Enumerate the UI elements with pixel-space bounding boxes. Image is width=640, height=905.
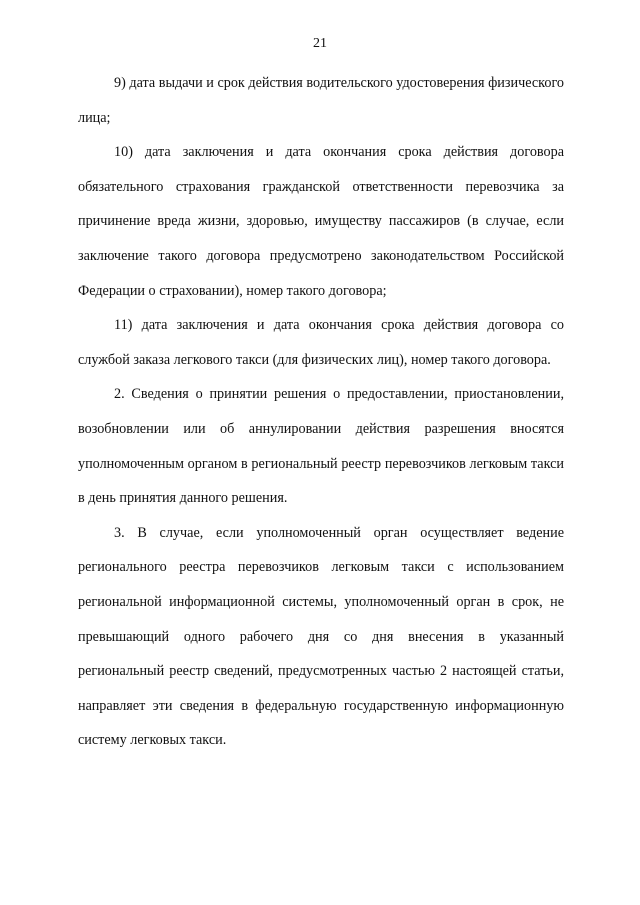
page-number: 21 xyxy=(313,36,327,51)
paragraph-item-10: 10) дата заключения и дата окончания срока действия договора обязательного страхования гражданской ответственности перевозчика за причинение вреда жизни, здоровью, имуществу пассажиров (в случае, если заключение такого договора предусмотрено законодательством Российской Федерации о страховании), номер такого договора; xyxy=(78,144,564,299)
document-body xyxy=(78,66,564,758)
paragraph-part-2: 2. Сведения о принятии решения о предоставлении, приостановлении, возобновлении или об аннулировании действия разрешения вносятся уполномоченным органом в региональный реестр перевозчиков легковым такси в день принятия данного решения. xyxy=(78,386,564,507)
paragraph-item-11: 11) дата заключения и дата окончания срока действия договора со службой заказа легкового такси (для физических лиц), номер такого договора. xyxy=(78,317,564,368)
paragraph-item-9: 9) дата выдачи и срок действия водительского удостоверения физического лица; xyxy=(78,75,564,126)
paragraph-part-3: 3. В случае, если уполномоченный орган осуществляет ведение регионального реестра перевозчиков легковым такси с использованием региональной информационной системы, уполномоченный орган в срок, не превышающий одного рабочего дня со дня внесения в указанный региональный реестр сведений, предусмотренных частью 2 настоящей статьи, направляет эти сведения в федеральную государственную информационную систему легковых такси. xyxy=(78,524,564,749)
